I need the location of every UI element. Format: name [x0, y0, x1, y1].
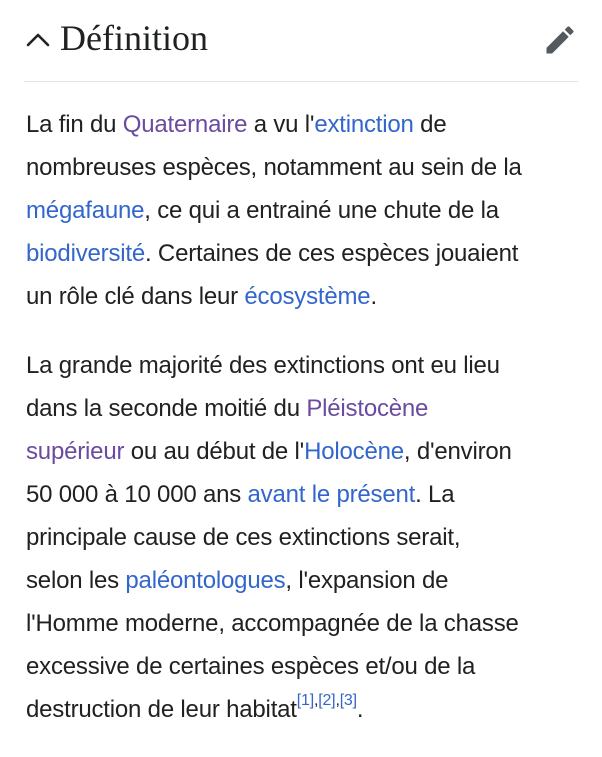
link-holocene[interactable]: Holocène	[304, 438, 404, 465]
reference-2	[318, 692, 335, 709]
text: . Certaines de ces espèces jouaient	[145, 240, 519, 267]
text: dans la seconde moitié du	[26, 395, 307, 422]
link-pleistocene-superieur[interactable]: Pléistocène	[306, 395, 429, 422]
text: excessive de certaines espèces et/ou de la	[26, 653, 476, 680]
text: ou au début de l'	[124, 438, 305, 465]
text: .	[370, 283, 377, 310]
chevron-up-icon[interactable]	[24, 26, 52, 54]
text: a vu l'	[247, 111, 315, 138]
reference-link-2[interactable]: [2]	[318, 692, 336, 709]
text: La grande majorité des extinctions ont eu lieu	[26, 352, 500, 379]
reference-link-1[interactable]: [1]	[296, 692, 314, 709]
text: destruction de leur habitat	[26, 696, 297, 723]
pencil-icon[interactable]	[542, 22, 578, 58]
reference-1	[297, 692, 314, 709]
reference-separator: ,	[335, 692, 340, 709]
reference-link-3[interactable]: [3]	[339, 692, 357, 709]
text: l'Homme moderne, accompagnée de la chasse	[26, 610, 519, 637]
text: La fin du	[26, 111, 123, 138]
link-ecosysteme[interactable]: écosystème	[244, 283, 371, 310]
text: selon les	[26, 567, 126, 594]
paragraph-2	[26, 344, 582, 731]
section-header	[24, 0, 578, 82]
reference-3	[340, 692, 357, 709]
link-quaternaire[interactable]: Quaternaire	[122, 111, 248, 138]
text: un rôle clé dans leur	[26, 283, 245, 310]
link-biodiversite[interactable]: biodiversité	[26, 240, 145, 267]
text: 50 000 à 10 000 ans	[26, 481, 248, 508]
text: , ce qui a entrainé une chute de la	[144, 197, 499, 224]
text: .	[356, 696, 364, 723]
link-extinction[interactable]: extinction	[314, 111, 414, 138]
text: de	[413, 111, 447, 138]
text: nombreuses espèces, notamment au sein de la	[26, 154, 522, 181]
link-avant-le-present[interactable]: avant le présent	[247, 481, 416, 508]
link-megafaune[interactable]: mégafaune	[26, 197, 145, 224]
text: , d'environ	[403, 438, 512, 465]
text: , l'expansion de	[285, 567, 449, 594]
text: . La	[415, 481, 455, 508]
link-paleontologues[interactable]: paléontologues	[125, 567, 286, 594]
link-pleistocene-superieur[interactable]: supérieur	[26, 438, 125, 465]
reference-separator: ,	[313, 692, 319, 709]
section-content	[26, 103, 582, 757]
text: principale cause de ces extinctions serait,	[26, 524, 461, 551]
section-title[interactable]: Définition	[60, 18, 208, 58]
paragraph-1	[26, 103, 582, 318]
